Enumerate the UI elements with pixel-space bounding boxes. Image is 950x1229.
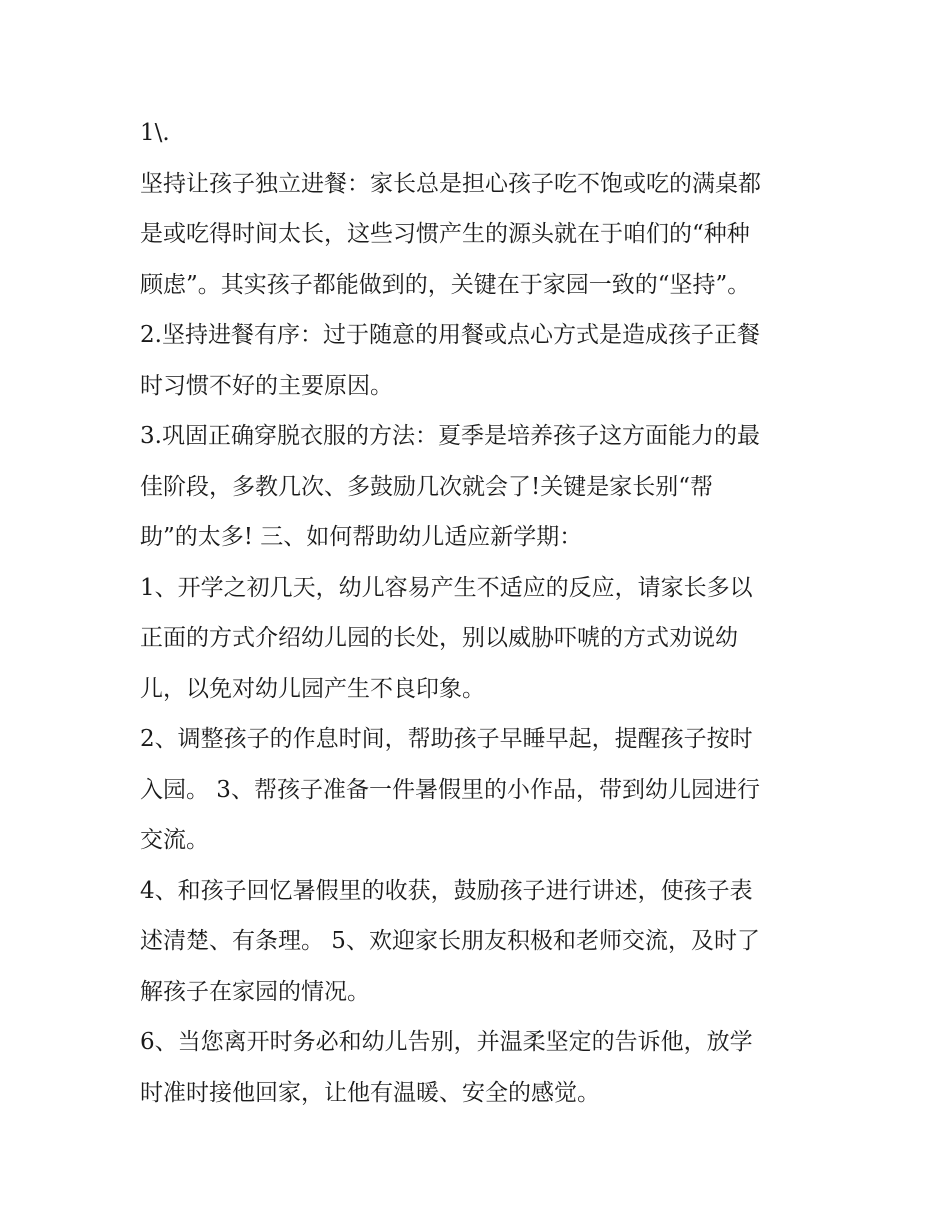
text-line: 时准时接他回家，让他有温暖、安全的感觉。	[140, 1079, 600, 1106]
text-line: 坚持让孩子独立进餐：家长总是担心孩子吃不饱或吃的满桌都	[140, 170, 761, 197]
text-line: 6、当您离开时务必和幼儿告别，并温柔坚定的告诉他，放学	[140, 1029, 753, 1055]
text-line: 2.坚持进餐有序：过于随意的用餐或点心方式是造成孩子正餐	[140, 322, 760, 348]
text-line: 佳阶段，多教几次、多鼓励几次就会了!关键是家长别“帮	[140, 473, 714, 500]
text-line: 助”的太多! 三、如何帮助幼儿适应新学期：	[140, 524, 583, 550]
text-line: 4、和孩子回忆暑假里的收获，鼓励孩子进行讲述，使孩子表	[140, 877, 753, 904]
text-line: 交流。	[140, 827, 209, 853]
text-line: 3.巩固正确穿脱衣服的方法：夏季是培养孩子这方面能力的最	[140, 423, 760, 449]
text-line: 解孩子在家园的情况。	[140, 978, 370, 1005]
document-body	[140, 108, 820, 1118]
text-line: 1、开学之初几天，幼儿容易产生不适应的反应，请家长多以	[140, 574, 753, 601]
text-line: 入园。 3、帮孩子准备一件暑假里的小作品，带到幼儿园进行	[140, 776, 760, 803]
text-line: 1\.	[140, 120, 170, 146]
text-line: 是或吃得时间太长，这些习惯产生的源头就在于咱们的“种种	[140, 221, 750, 247]
text-line: 儿，以免对幼儿园产生不良印象。	[140, 675, 485, 702]
text-line: 述清楚、有条理。 5、欢迎家长朋友积极和老师交流，及时了	[140, 928, 760, 954]
text-line: 2、调整孩子的作息时间，帮助孩子早睡早起，提醒孩子按时	[140, 726, 753, 752]
text-line: 正面的方式介绍幼儿园的长处，别以威胁吓唬的方式劝说幼	[140, 625, 738, 651]
text-line: 顾虑”。其实孩子都能做到的，关键在于家园一致的“坚持”。	[140, 271, 751, 298]
text-line: 时习惯不好的主要原因。	[140, 372, 393, 399]
